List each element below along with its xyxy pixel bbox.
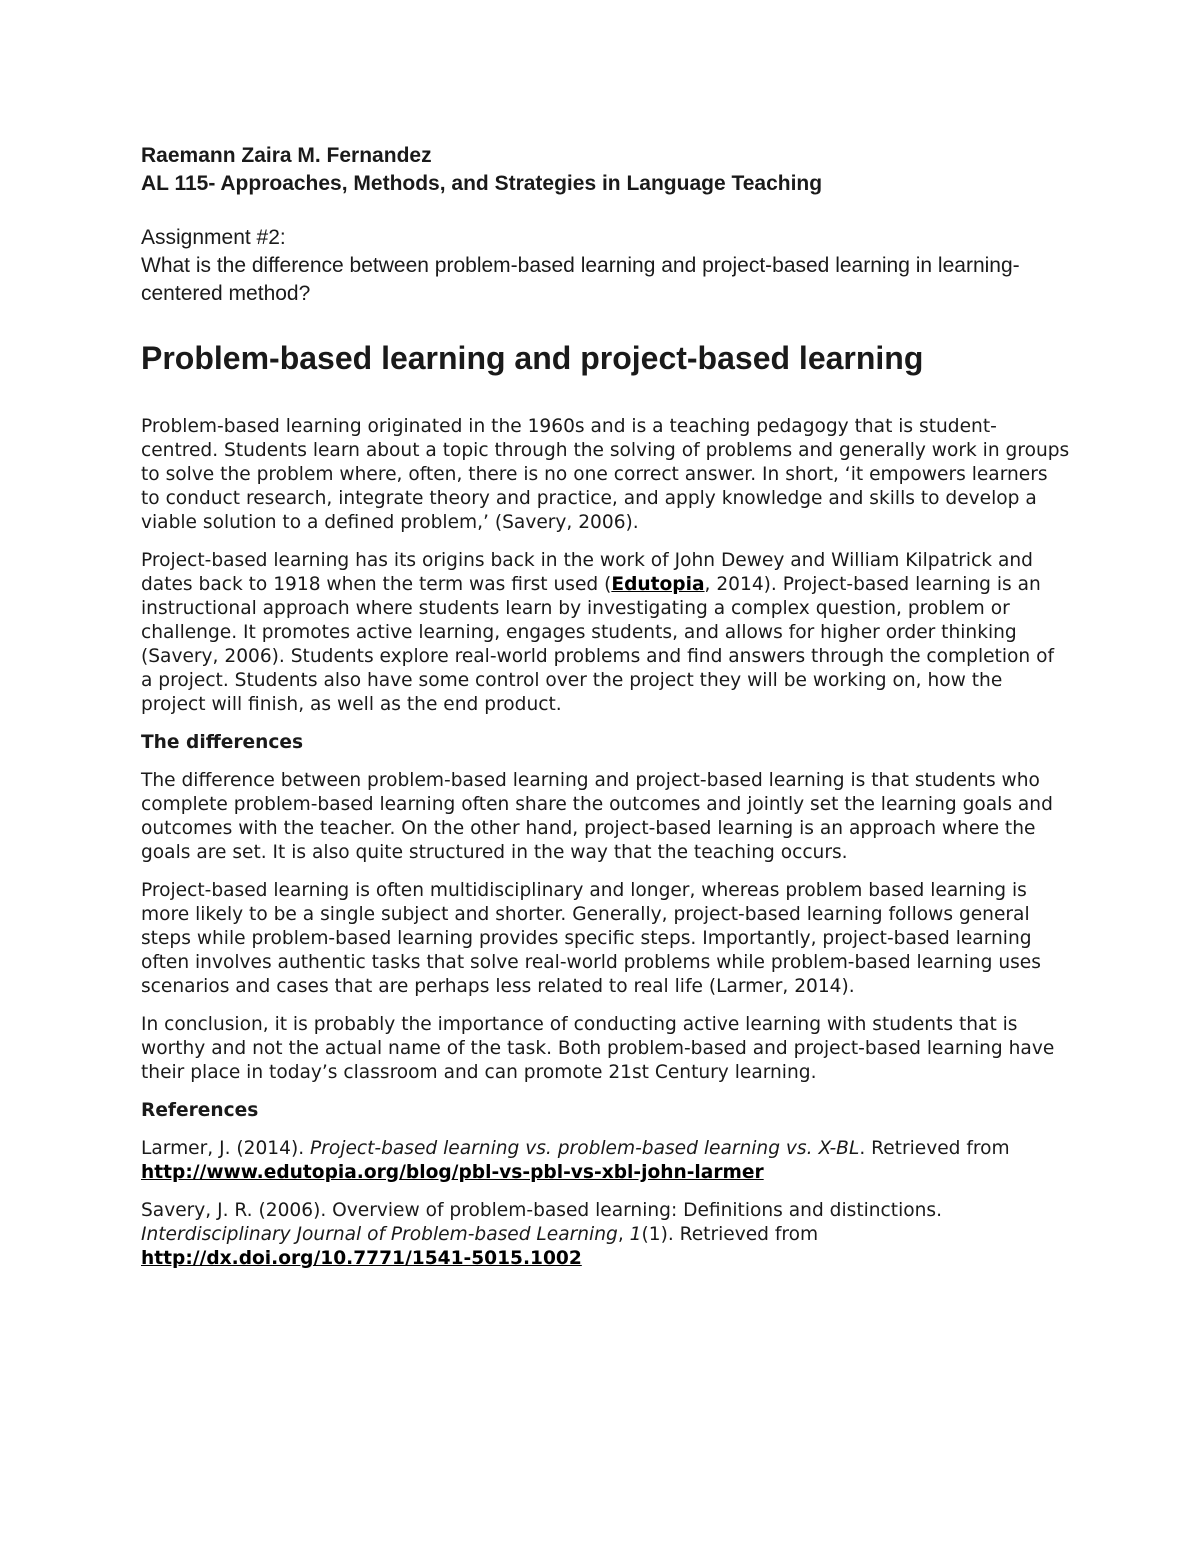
assignment-label: Assignment #2: [141, 226, 286, 249]
intro-p2-text-after: , 2014). Project-based learning is an instructional approach where students learn by investigating a complex question, problem or challenge. It promotes active learning, engages students, and allows for higher order thinking (Savery, 2006). Students explore real-world problems and find answers through the completion of a project. Students also have some control over the project they will be working on, how the project will finish, as well as the end product. [141, 574, 1054, 715]
differences-paragraph-2: Project-based learning is often multidisciplinary and longer, whereas problem based learning is more likely to be a single subject and shorter. Generally, project-based learning follows general steps while problem-based learning provides specific steps. Importantly, project-based learning often involves authentic tasks that solve real-world problems while problem-based learning uses scenarios and cases that are perhaps less related to real life (Larmer, 2014). [141, 880, 1041, 997]
ref2-volume: 1 [629, 1224, 642, 1245]
ref1-retrieved: . Retrieved from [859, 1138, 1010, 1159]
intro-p2-text-before: Project-based learning has its origins back in the work of John Dewey and William Kilpatrick and dates back to 1918 when the term was first used ( [141, 550, 1033, 595]
course-title: AL 115- Approaches, Methods, and Strategies in Language Teaching [141, 172, 823, 195]
reference-larmer [141, 1137, 1071, 1185]
document-page [141, 142, 1071, 1285]
conclusion-paragraph: In conclusion, it is probably the importance of conducting active learning with students that is worthy and not the actual name of the task. Both problem-based and project-based learning have their place in today’s classroom and can promote 21st Century learning. [141, 1014, 1055, 1083]
ref2-separator: , [617, 1224, 630, 1245]
assignment-question: What is the difference between problem-based learning and project-based learning in learning-centered method? [141, 254, 1020, 305]
ref1-author: Larmer, J. (2014). [141, 1138, 311, 1159]
differences-paragraph-1: The difference between problem-based learning and project-based learning is that students who complete problem-based learning often share the outcomes and jointly set the learning goals and outcomes with the teacher. On the other hand, project-based learning is an approach where the goals are set. It is also quite structured in the way that the teaching occurs. [141, 770, 1053, 863]
edutopia-link[interactable]: Edutopia [611, 574, 705, 595]
page-title: Problem-based learning and project-based learning [141, 340, 924, 376]
intro-paragraph-2 [141, 549, 1071, 717]
differences-heading: The differences [141, 732, 304, 753]
reference-savery [141, 1199, 1071, 1271]
ref2-journal: Interdisciplinary Journal of Problem-based Learning [141, 1224, 618, 1245]
references-heading: References [141, 1100, 259, 1121]
ref2-url-link[interactable]: http://dx.doi.org/10.7771/1541-5015.1002 [141, 1248, 582, 1269]
intro-paragraph-1: Problem-based learning originated in the 1960s and is a teaching pedagogy that is student-centred. Students learn about a topic through the solving of problems and generally work in groups to solve the problem where, often, there is no one correct answer. In short, ‘it empowers learners to conduct research, integrate theory and practice, and apply knowledge and skills to develop a viable solution to a defined problem,’ (Savery, 2006). [141, 416, 1070, 533]
author-name: Raemann Zaira M. Fernandez [141, 144, 432, 167]
ref2-author-title: Savery, J. R. (2006). Overview of problem-based learning: Definitions and distinctions. [141, 1200, 942, 1221]
ref2-retrieved: (1). Retrieved from [641, 1224, 819, 1245]
ref1-title: Project-based learning vs. problem-based learning vs. X-BL [310, 1138, 860, 1159]
ref1-url-link[interactable]: http://www.edutopia.org/blog/pbl-vs-pbl-vs-xbl-john-larmer [141, 1162, 764, 1183]
